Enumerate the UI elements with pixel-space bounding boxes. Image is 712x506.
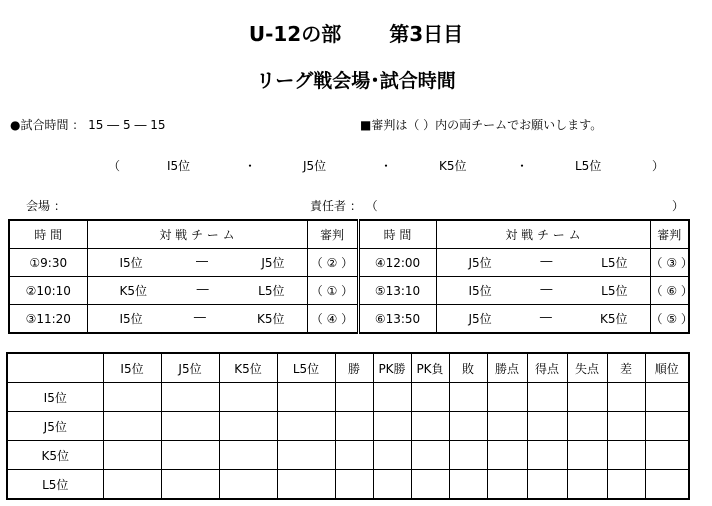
standings-cell [607,412,645,441]
away-team: L5位 [601,256,628,270]
standings-cell [527,441,567,470]
manager-close-paren: ） [672,199,685,213]
standings-cell [527,383,567,412]
standings-row-header: I5位 [7,383,103,412]
standings-col-header: I5位 [103,353,161,383]
away-team: K5位 [599,312,628,326]
standings-cell [161,412,219,441]
standings-cell [527,470,567,500]
standings-cell [411,441,449,470]
match-referee: （ ③ ） [650,249,689,277]
standings-col-header: K5位 [219,353,277,383]
standings-cell [487,412,527,441]
match-time: ②10:10 [9,277,87,305]
away-team: K5位 [256,312,285,326]
standings-cell [567,441,607,470]
manager-label: 責任者 ： （ [310,199,378,213]
standings-cell [219,470,277,500]
home-team: J5位 [468,312,492,326]
match-referee: （ ④ ） [307,305,358,334]
standings-cell [277,383,335,412]
separator-1: ・ [244,159,257,173]
standings-cell [219,412,277,441]
standings-cell [607,383,645,412]
home-team: J5位 [468,256,492,270]
referee-note: ■審判は（ ）内の両チームでお願いします。 [360,118,603,132]
match-referee: （ ② ） [307,249,358,277]
standings-cell [449,383,487,412]
schedule-row [9,305,689,334]
standings-col-header: PK負 [411,353,449,383]
standings-cell [411,470,449,500]
header-ref: 審判 [307,220,358,249]
standings-cell [487,470,527,500]
separator-2: ・ [380,159,393,173]
standings-col-header: 得点 [527,353,567,383]
team-4: L5位 [575,159,602,173]
team-2: J5位 [303,159,327,173]
standings-cell [277,412,335,441]
standings-cell [411,383,449,412]
separator-3: ・ [516,159,529,173]
venue-label: 会場 ： [26,199,66,213]
home-team: I5位 [119,256,143,270]
vs-dash: ― [540,282,553,296]
page-subtitle: リーグ戦会場･試合時間 [256,70,456,92]
standings-header-row [7,353,689,383]
standings-cell [487,383,527,412]
standings-cell [103,441,161,470]
standings-cell [449,412,487,441]
header-match: 対 戦 チ ー ム [436,220,650,249]
match-time: ④12:00 [358,249,436,277]
match-teams [436,277,650,305]
standings-row [7,470,689,500]
standings-col-header: 順位 [645,353,689,383]
standings-row [7,441,689,470]
standings-cell [411,412,449,441]
standings-col-header: PK勝 [373,353,411,383]
standings-cell [487,441,527,470]
standings-cell [335,383,373,412]
schedule-table [8,219,693,334]
page-title [0,18,712,47]
standings-col-header: 勝 [335,353,373,383]
vs-dash: ― [540,254,553,268]
match-time: ①9:30 [9,249,87,277]
header-match: 対 戦 チ ー ム [87,220,307,249]
standings-cell [161,441,219,470]
standings-cell [449,470,487,500]
teams-open-paren: （ [108,159,121,173]
division-label: U-12の部 [248,22,342,46]
schedule-row [9,249,689,277]
day-label: 第3日目 [389,22,464,46]
standings-col-header: 失点 [567,353,607,383]
standings-cell [373,441,411,470]
away-team: L5位 [258,284,285,298]
standings-cell [373,412,411,441]
standings-col-header: 差 [607,353,645,383]
standings-cell [219,383,277,412]
standings-cell [645,383,689,412]
standings-cell [607,441,645,470]
away-team: J5位 [261,256,285,270]
standings-row [7,412,689,441]
standings-cell [645,470,689,500]
standings-cell [373,383,411,412]
standings-cell [567,383,607,412]
away-team: L5位 [601,284,628,298]
standings-cell [449,441,487,470]
standings-col-header: J5位 [161,353,219,383]
team-1: I5位 [167,159,191,173]
standings-cell [335,470,373,500]
standings-cell [607,470,645,500]
standings-cell [103,412,161,441]
match-referee: （ ⑥ ） [650,277,689,305]
header-time: 時 間 [9,220,87,249]
home-team: K5位 [119,284,148,298]
standings-cell [161,383,219,412]
vs-dash: ― [196,254,208,268]
standings-cell [103,383,161,412]
standings-row-header: L5位 [7,470,103,500]
standings-row [7,383,689,412]
home-team: I5位 [468,284,492,298]
schedule-row [9,277,689,305]
standings-cell [277,470,335,500]
standings-cell [567,412,607,441]
match-teams [436,305,650,334]
standings-col-header: L5位 [277,353,335,383]
match-referee: （ ⑤ ） [650,305,689,334]
match-time: ③11:20 [9,305,87,334]
standings-corner-cell [7,353,103,383]
header-time: 時 間 [358,220,436,249]
standings-cell [103,470,161,500]
match-time-info: ●試合時間 ： 15 ― 5 ― 15 [10,118,166,132]
standings-cell [277,441,335,470]
standings-cell [645,412,689,441]
standings-col-header: 敗 [449,353,487,383]
teams-close-paren: ） [652,159,665,173]
standings-cell [567,470,607,500]
standings-row-header: K5位 [7,441,103,470]
standings-row-header: J5位 [7,412,103,441]
header-ref: 審判 [650,220,689,249]
vs-dash: ― [539,310,552,324]
standings-cell [645,441,689,470]
standings-cell [335,412,373,441]
standings-cell [527,412,567,441]
match-teams [87,249,307,277]
match-time: ⑤13:10 [358,277,436,305]
standings-cell [161,470,219,500]
match-referee: （ ① ） [307,277,358,305]
standings-table [6,352,690,500]
standings-cell [219,441,277,470]
match-teams [436,249,650,277]
match-teams [87,305,307,334]
schedule-header-row [9,220,689,249]
standings-col-header: 勝点 [487,353,527,383]
standings-cell [373,470,411,500]
team-3: K5位 [439,159,467,173]
vs-dash: ― [193,310,206,324]
match-teams [87,277,307,305]
home-team: I5位 [119,312,143,326]
standings-cell [335,441,373,470]
vs-dash: ― [196,282,209,296]
match-time: ⑥13:50 [358,305,436,334]
